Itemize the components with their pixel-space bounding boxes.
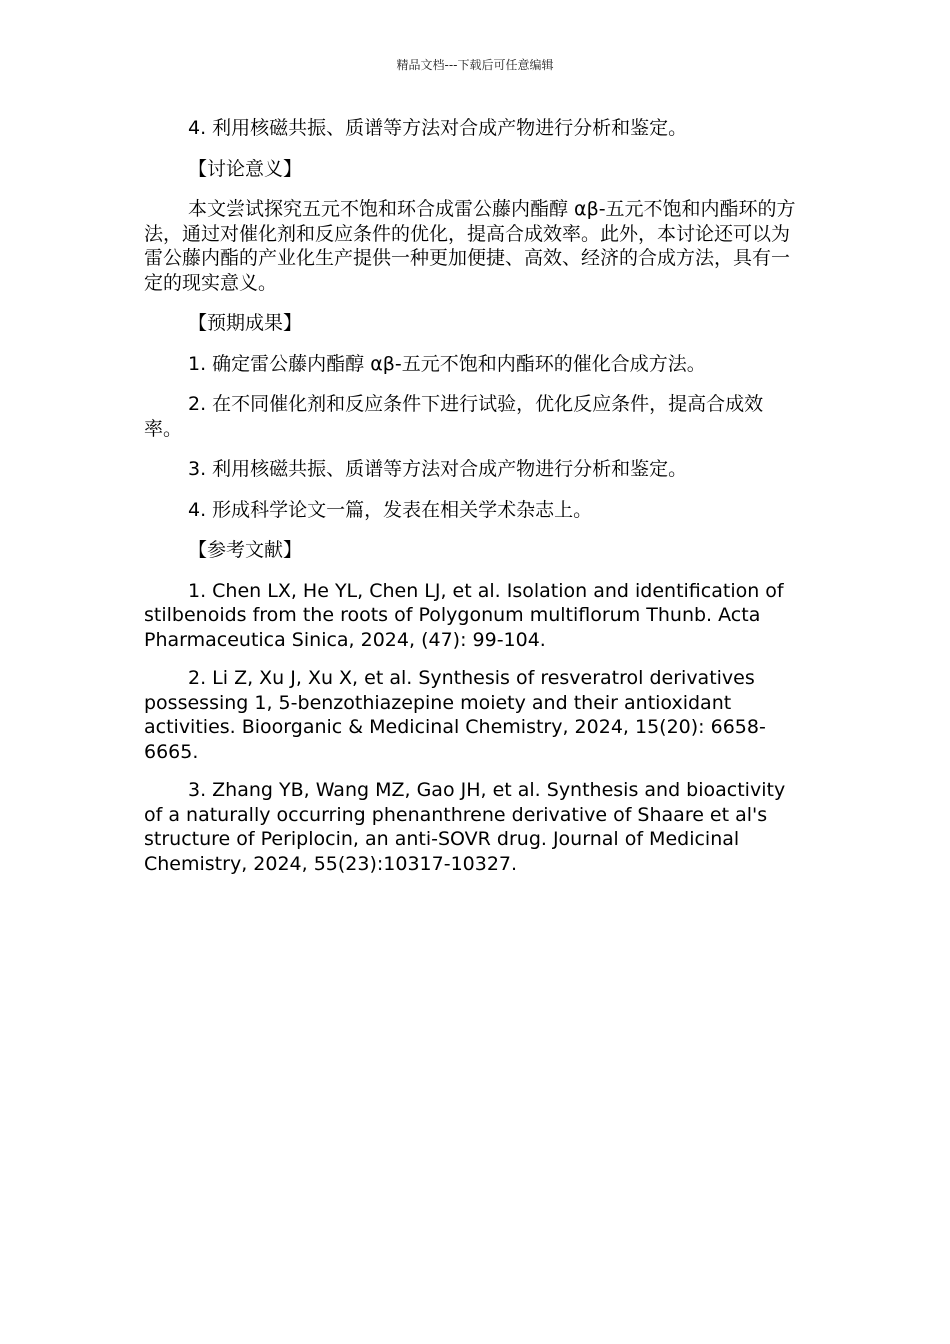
expected-item-2: 2. 在不同催化剂和反应条件下进行试验，优化反应条件，提高合成效率。 — [144, 393, 764, 440]
reference-item-2: 2. Li Z, Xu J, Xu X, et al. Synthesis of resveratrol derivatives possessing 1, 5-benzothiazepine moiety and their antioxidant activities. Bioorganic & Medicinal Chemistry, 2024, 15(20): 6658-6665. — [144, 667, 766, 763]
expected-results-heading: 【预期成果】 — [188, 312, 303, 334]
reference-item-1: 1. Chen LX, He YL, Chen LJ, et al. Isolation and identification of stilbenoids from the roots of Polygonum multiflorum Thunb. Acta Pharmaceutica Sinica, 2024, (47): 99-104. — [144, 579, 784, 651]
discussion-heading: 【讨论意义】 — [188, 157, 303, 180]
method-item-4: 4. 利用核磁共振、质谱等方法对合成产物进行分析和鉴定。 — [188, 117, 688, 139]
expected-item-1: 1. 确定雷公藤内酯醇 αβ-五元不饱和内酯环的催化合成方法。 — [188, 352, 706, 375]
expected-item-3: 3. 利用核磁共振、质谱等方法对合成产物进行分析和鉴定。 — [188, 458, 688, 480]
expected-item-4: 4. 形成科学论文一篇，发表在相关学术杂志上。 — [188, 498, 593, 521]
references-heading: 【参考文献】 — [188, 539, 303, 561]
discussion-paragraph: 本文尝试探究五元不饱和环合成雷公藤内酯醇 αβ-五元不饱和内酯环的方法，通过对催化剂和反应条件的优化，提高合成效率。此外，本讨论还可以为雷公藤内酯的产业化生产提供一种更加便捷、高效、经济的合成方法，具有一定的现实意义。 — [144, 198, 796, 294]
page-header: 精品文档---下载后可任意编辑 — [396, 58, 554, 72]
document-body — [144, 116, 800, 890]
reference-item-3: 3. Zhang YB, Wang MZ, Gao JH, et al. Synthesis and bioactivity of a naturally occurring phenanthrene derivative of Shaare et al's structure of Periplocin, an anti-SOVR drug. Journal of Medicinal Chemistry, 2024, 55(23):10317-10327. — [144, 779, 786, 875]
